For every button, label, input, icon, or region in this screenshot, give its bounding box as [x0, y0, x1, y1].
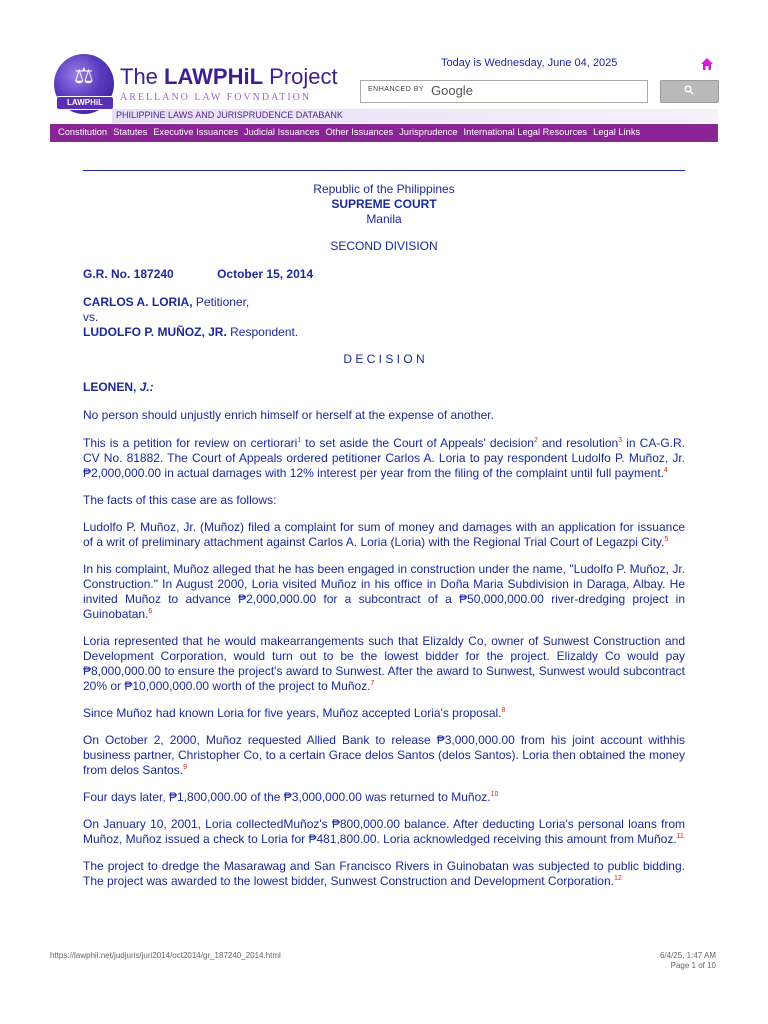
nav-international-legal-resources[interactable]: International Legal Resources [463, 127, 588, 137]
paragraph-1: No person should unjustly enrich himself or herself at the expense of another. [83, 408, 494, 422]
nav-statutes[interactable]: Statutes [113, 127, 148, 137]
case-number-line [83, 267, 685, 282]
footnote-2[interactable]: 2 [533, 437, 538, 444]
footer-meta [600, 951, 716, 971]
nav-executive-issuances[interactable]: Executive Issuances [153, 127, 238, 137]
footnote-3[interactable]: 3 [618, 437, 623, 444]
respondent-line [83, 325, 685, 340]
home-icon[interactable] [700, 57, 714, 71]
decision-heading: D E C I S I O N [343, 352, 425, 366]
paragraph-11: The project to dredge the Masarawag and San Francisco Rivers in Guinobatan was subjected to public bidding. The project was awarded to the lowest bidder, Sunwest Construction and Development Corporation.$^{12}$ [83, 859, 685, 888]
paragraph-9: Four days later, ₱1,800,000.00 of the ₱3,000,000.00 was returned to Muñoz.$^{10}$ [83, 790, 499, 804]
parties [83, 295, 685, 340]
gr-number: G.R. No. 187240 [83, 267, 174, 281]
footer-url: https://lawphil.net/judjuris/juri2014/oct2014/gr_187240_2014.html [50, 951, 281, 960]
enhanced-by-label: ENHANCED BY [368, 86, 425, 93]
petitioner-role: Petitioner, [192, 295, 250, 309]
divider [83, 170, 685, 171]
nav-judicial-issuances[interactable]: Judicial Issuances [243, 127, 320, 137]
nav-legal-links[interactable]: Legal Links [593, 127, 641, 137]
division-label: SECOND DIVISION [330, 239, 438, 253]
databank-bar [112, 109, 718, 123]
today-date: Today is Wednesday, June 04, 2025 [441, 57, 618, 69]
paragraph-7: Since Muñoz had known Loria for five years, Muñoz accepted Loria's proposal.$^8$ [83, 706, 506, 720]
court-city: Manila [366, 212, 402, 226]
main-nav [50, 124, 718, 142]
footnote-4[interactable]: 4 [664, 467, 668, 474]
paragraph-6: Loria represented that he would makearrangements such that Elizaldy Co, owner of Sunwest Construction and Development Corporation, would turn out to be the lowest bidder for the project. Elizaldy Co would pay ₱8,000,000.00 to ensure the project's award to Sunwest. After the award to Sunwest, Sunwest would subcontract 20% or ₱10,000,000.00 worth of the project to Muñoz.$^7$ [83, 634, 685, 693]
search-icon [684, 85, 694, 95]
search-input[interactable] [360, 80, 648, 103]
paragraph-8: On October 2, 2000, Muñoz requested Allied Bank to release ₱3,000,000.00 from his joint account withhis business partner, Christopher Co, to a certain Grace delos Santos (delos Santos). Loria then obtained the money from delos Santos.$^9$ [83, 733, 685, 777]
footer-page: Page 1 of 10 [670, 961, 716, 970]
paragraph-2: This is a petition for review on certiorari$^1$ to set aside the Court of Appeals' decision$^2$ and resolution$^3$ in CA-G.R. CV No. 81882. The Court of Appeals ordered petitioner Carlos A. Loria to pay respondent Ludolfo P. Muñoz, Jr. ₱2,000,000.00 in actual damages with 12% interest per year from the filing of the complaint until full payment.$^4$ [83, 436, 686, 480]
site-subtitle: ARELLANO LAW FOVNDATION [120, 92, 312, 103]
paragraph-4: Ludolfo P. Muñoz, Jr. (Muñoz) filed a complaint for sum of money and damages with an application for issuance of a writ of preliminary attachment against Carlos A. Loria (Loria) with the Regional Trial Court of Legazpi City.$^5$ [83, 520, 685, 549]
site-title[interactable]: The LAWPHiL Project [120, 64, 338, 89]
nav-other-issuances[interactable]: Other Issuances [325, 127, 394, 137]
ponente-line [83, 380, 685, 395]
nav-constitution[interactable]: Constitution [58, 127, 108, 137]
decision-document [83, 182, 685, 889]
search-button[interactable] [660, 80, 719, 103]
petitioner-line [83, 295, 685, 310]
nav-jurisprudence[interactable]: Jurisprudence [399, 127, 458, 137]
scales-icon: ⚖ [74, 64, 94, 89]
footnote-1[interactable]: 1 [297, 437, 302, 444]
paragraph-10: On January 10, 2001, Loria collectedMuñoz's ₱800,000.00 balance. After deducting Loria's personal loans from Muñoz, Muñoz issued a check to Loria for ₱481,800.00. Loria acknowledged receiving this amount from Muñoz.$^{11}$ [83, 817, 685, 846]
footnote-5[interactable]: 5 [664, 536, 669, 543]
footnote-6[interactable]: 6 [148, 608, 153, 615]
footnote-7[interactable]: 7 [370, 680, 375, 687]
footnote-12[interactable]: 12 [613, 875, 622, 882]
court-name: SUPREME COURT [331, 197, 437, 211]
court-header [83, 182, 685, 227]
respondent-name: LUDOLFO P. MUÑOZ, JR. [83, 325, 227, 339]
case-date: October 15, 2014 [217, 267, 314, 281]
logo-ribbon: LAWPHiL [56, 96, 114, 110]
footnote-8[interactable]: 8 [501, 707, 506, 714]
footer-datetime: 6/4/25, 1:47 AM [659, 951, 716, 960]
ponente-title: J.: [136, 380, 154, 394]
ponente-name: LEONEN, [83, 380, 137, 394]
versus: vs. [83, 310, 99, 324]
respondent-role: Respondent. [226, 325, 299, 339]
paragraph-3: The facts of this case are as follows: [83, 493, 277, 507]
footnote-10[interactable]: 10 [490, 791, 499, 798]
footnote-9[interactable]: 9 [183, 764, 187, 771]
footnote-11[interactable]: 11 [676, 833, 684, 840]
databank-label: PHILIPPINE LAWS AND JURISPRUDENCE DATABANK [116, 110, 343, 120]
petitioner-name: CARLOS A. LORIA, [83, 295, 193, 309]
paragraph-5: In his complaint, Muñoz alleged that he has been engaged in construction under the name, "Ludolfo P. Muñoz, Jr. Construction." In August 2000, Loria visited Muñoz in his office in Doña Maria Subdivision in Daraga, Albay. He invited Muñoz to advance ₱2,000,000.00 for a subcontract of a ₱50,000,000.00 river-dredging project in Guinobatan.$^6$ [83, 562, 685, 621]
republic-line: Republic of the Philippines [313, 182, 455, 196]
google-label: Google [431, 83, 473, 98]
